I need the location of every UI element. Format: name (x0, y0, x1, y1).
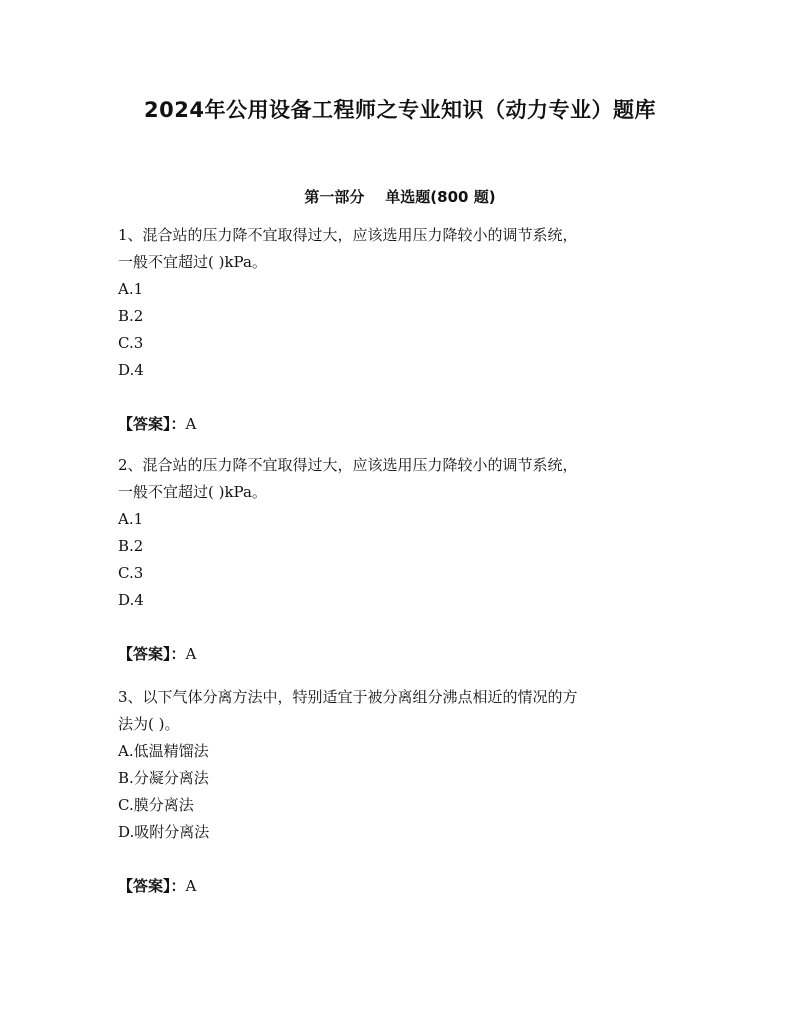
answer-label: 【答案】： (118, 645, 186, 663)
option-c: C.膜分离法 (118, 796, 194, 814)
question-stem-line: 法为( )。 (118, 715, 180, 733)
answer-label: 【答案】： (118, 415, 186, 433)
question-3 (118, 684, 698, 900)
answer-line (118, 641, 698, 668)
question-stem-line: 1、混合站的压力降不宜取得过大，应该选用压力降较小的调节系统， (118, 226, 578, 244)
answer-value: A (185, 415, 197, 433)
question-stem-line: 2、混合站的压力降不宜取得过大，应该选用压力降较小的调节系统， (118, 456, 578, 474)
answer-value: A (185, 645, 197, 663)
question-2 (118, 452, 698, 668)
question-stem-line: 一般不宜超过( )kPa。 (118, 253, 267, 271)
question-stem-line: 一般不宜超过( )kPa。 (118, 483, 267, 501)
option-b: B.2 (118, 537, 144, 555)
option-c: C.3 (118, 334, 144, 352)
question-1 (118, 222, 698, 438)
option-a: A.1 (118, 280, 144, 298)
option-c: C.3 (118, 564, 144, 582)
option-b: B.分凝分离法 (118, 769, 209, 787)
answer-value: A (185, 877, 197, 895)
document-title: 2024年公用设备工程师之专业知识（动力专业）题库 (144, 98, 656, 122)
answer-line (118, 873, 698, 900)
option-d: D.吸附分离法 (118, 823, 210, 841)
option-a: A.1 (118, 510, 144, 528)
option-d: D.4 (118, 591, 144, 609)
answer-line (118, 411, 698, 438)
option-d: D.4 (118, 361, 144, 379)
question-stem-line: 3、以下气体分离方法中，特别适宜于被分离组分沸点相近的情况的方 (118, 688, 578, 706)
section-title: 第一部分 单选题(800 题) (304, 188, 496, 206)
option-b: B.2 (118, 307, 144, 325)
option-a: A.低温精馏法 (118, 742, 209, 760)
answer-label: 【答案】： (118, 877, 186, 895)
